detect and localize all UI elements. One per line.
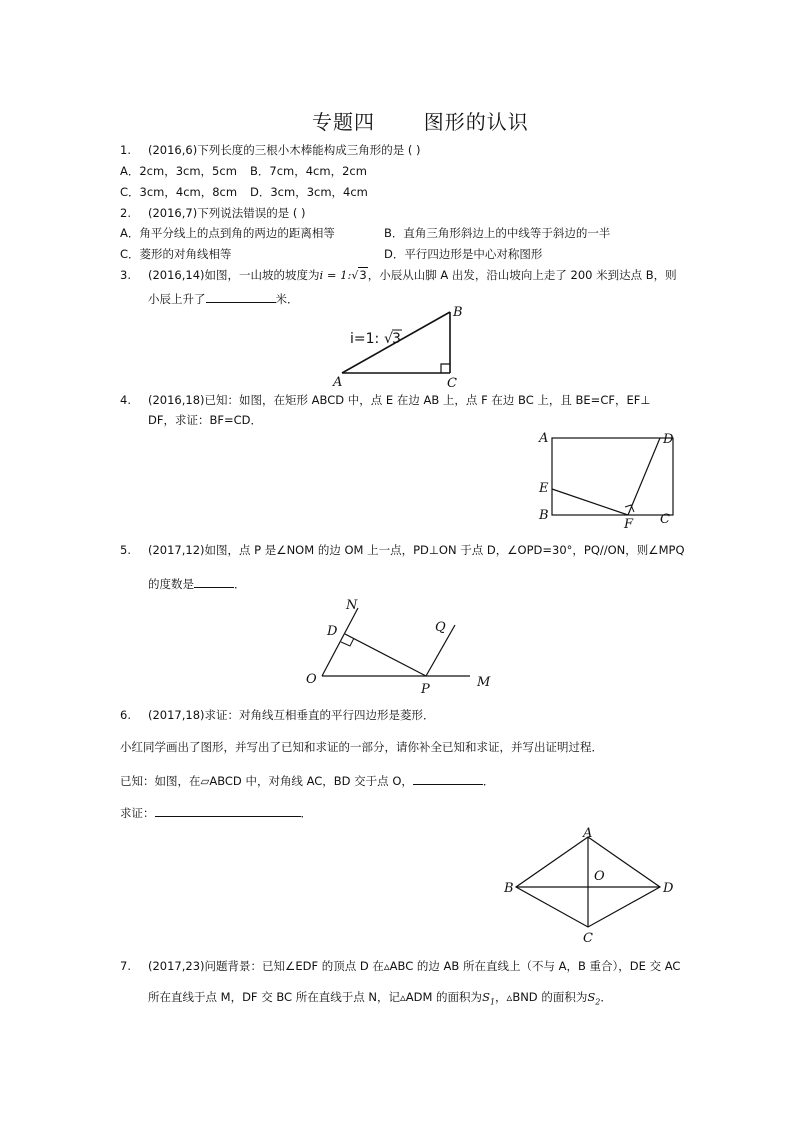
q6-known-blank[interactable] xyxy=(413,772,483,785)
q3-slope-sqrt: √ xyxy=(384,331,393,347)
q7-stem: (2017,23)问题背景：已知∠EDF 的顶点 D 在▵ABC 的边 AB 所在直线上（不与 A，B 重合），DE 交 AC xyxy=(148,959,681,973)
q4-line2: DF，求证：BF=CD． xyxy=(148,413,262,427)
q4-number: 4. xyxy=(120,393,131,407)
title-part2: 图形的认识 xyxy=(423,110,529,134)
q3-label-b: B xyxy=(453,305,463,320)
q2-option-a: A．角平分线上的点到角的两边的距离相等 xyxy=(120,226,335,240)
q3-slope-ratio: i = 1: xyxy=(319,268,352,282)
q1-stem: (2016,6)下列长度的三根小木棒能构成三角形的是 ( ) xyxy=(148,143,421,157)
q1-option-a: A．2cm，3cm，5cm xyxy=(120,164,237,178)
q4-label-f: F xyxy=(624,517,634,532)
q6-label-o: O xyxy=(594,869,605,884)
q7-s1: $S_1$ xyxy=(482,990,496,1007)
q5-number: 5. xyxy=(120,543,131,557)
q3-slope-sqrt-value: 3 xyxy=(392,331,401,347)
q1-number: 1. xyxy=(120,143,131,157)
q2-number: 2. xyxy=(120,206,131,220)
q4-rectangle-figure xyxy=(535,428,695,532)
q5-label-p: P xyxy=(421,682,430,697)
q4-label-a: A xyxy=(539,431,549,446)
q4-label-d: D xyxy=(663,432,674,447)
q7-line2-c: ． xyxy=(600,990,612,1004)
q5-line2 xyxy=(148,575,246,591)
q6-label-c: C xyxy=(583,931,593,946)
q1-option-c: C．3cm，4cm，8cm xyxy=(120,185,238,199)
q3-stem-b: ，小辰从山脚 A 出发，沿山坡向上走了 200 米到达点 B，则 xyxy=(367,268,677,282)
title-part1: 专题四 xyxy=(312,110,375,134)
q5-answer-blank[interactable] xyxy=(194,575,234,588)
q5-line2-a: 的度数是 xyxy=(148,577,194,591)
q7-line2-b: ，▵BND 的面积为 xyxy=(495,990,588,1004)
q3-line2 xyxy=(148,290,299,306)
q5-line2-b: ． xyxy=(234,577,246,591)
q3-answer-blank[interactable] xyxy=(206,290,276,303)
q3-number: 3. xyxy=(120,268,131,282)
page-title xyxy=(312,106,529,135)
q6-line2: 小红同学画出了图形，并写出了已知和求证的一部分，请你补全已知和求证，并写出证明过程． xyxy=(120,740,603,754)
q6-stem: (2017,18)求证：对角线互相垂直的平行四边形是菱形． xyxy=(148,708,435,722)
q5-label-q: Q xyxy=(435,620,446,635)
q2-option-b: B．直角三角形斜边上的中线等于斜边的一半 xyxy=(384,226,611,240)
q6-label-d: D xyxy=(663,881,674,896)
q5-label-n: N xyxy=(346,598,358,613)
q2-option-d: D．平行四边形是中心对称图形 xyxy=(384,247,543,261)
q6-number: 6. xyxy=(120,708,131,722)
q6-prove-blank[interactable] xyxy=(155,804,301,817)
q3-label-a: A xyxy=(333,375,343,390)
q4-stem: (2016,18)已知：如图，在矩形 ABCD 中，点 E 在边 AB 上，点 F 在边 BC 上，且 BE=CF，EF⊥ xyxy=(148,393,651,407)
q5-label-d: D xyxy=(327,624,338,639)
q6-label-a: A xyxy=(583,826,593,841)
q3-slope-label: i=1: xyxy=(350,331,380,347)
q7-line2 xyxy=(148,990,612,1009)
q6-known xyxy=(120,772,494,788)
q6-label-b: B xyxy=(504,881,514,896)
q5-stem: (2017,12)如图，点 P 是∠NOM 的边 OM 上一点，PD⊥ON 于点 D，∠OPD=30°，PQ//ON，则∠MPQ xyxy=(148,543,685,557)
q7-line2-a: 所在直线于点 M，DF 交 BC 所在直线于点 N，记▵ADM 的面积为 xyxy=(148,990,483,1004)
q1-option-d: D．3cm，3cm，4cm xyxy=(250,185,368,199)
q3-label-c: C xyxy=(447,376,457,391)
q1-option-b: B．7cm，4cm，2cm xyxy=(250,164,367,178)
q3-stem-a: (2016,14)如图，一山坡的坡度为 xyxy=(148,268,320,282)
q6-known-a: 已知：如图，在▱ABCD 中，对角线 AC，BD 交于点 O， xyxy=(120,774,413,788)
q5-label-o: O xyxy=(306,672,317,687)
q5-label-m: M xyxy=(477,675,491,690)
q7-s2: $S_2$ xyxy=(587,990,601,1007)
q3-sqrt-value: 3 xyxy=(359,268,367,282)
q3-stem: (2016,14)如图，一山坡的坡度为i = 1:√3，小辰从山脚 A 出发，沿山坡向上走了 200 米到达点 B，则 xyxy=(148,268,677,282)
q6-prove xyxy=(120,804,312,820)
q6-known-b: ． xyxy=(482,774,495,788)
q3-line2-b: 米． xyxy=(275,292,299,306)
q6-rhombus-figure xyxy=(500,825,690,945)
q4-label-e: E xyxy=(539,481,549,496)
q6-prove-a: 求证： xyxy=(120,806,155,820)
q5-angle-figure xyxy=(300,596,500,696)
q6-prove-b: ． xyxy=(300,806,312,820)
q2-option-c: C．菱形的对角线相等 xyxy=(120,247,232,261)
q3-slope-figure xyxy=(330,300,490,390)
q4-label-b: B xyxy=(539,508,549,523)
q2-stem: (2016,7)下列说法错误的是 ( ) xyxy=(148,206,306,220)
q3-line2-a: 小辰上升了 xyxy=(148,292,206,306)
q4-label-c: C xyxy=(660,512,670,527)
q7-number: 7. xyxy=(120,959,131,973)
